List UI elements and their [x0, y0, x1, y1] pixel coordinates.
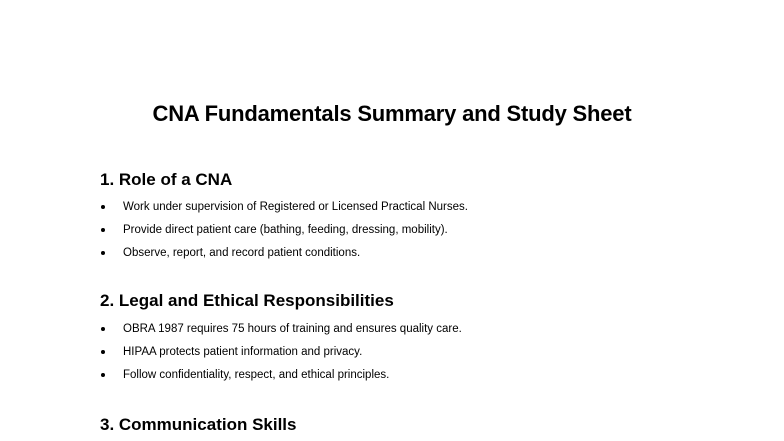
bullet-text: OBRA 1987 requires 75 hours of training and ensures quality care. — [123, 323, 462, 335]
bullet-icon — [101, 228, 105, 232]
bullet-text: HIPAA protects patient information and privacy. — [123, 346, 363, 358]
bullet-icon — [101, 350, 105, 354]
bullet-text: Work under supervision of Registered or Licensed Practical Nurses. — [123, 201, 468, 213]
list-item — [0, 368, 784, 391]
list-item — [0, 246, 784, 269]
list-item — [0, 322, 784, 345]
bullet-text: Follow confidentiality, respect, and ethical principles. — [123, 369, 390, 381]
list-item — [0, 345, 784, 368]
section-heading-communication: 3. Communication Skills — [100, 415, 297, 434]
list-item — [0, 223, 784, 246]
bullet-icon — [101, 205, 105, 209]
bullet-list-legal — [0, 322, 784, 391]
section-heading-role: 1. Role of a CNA — [100, 170, 233, 189]
bullet-text: Provide direct patient care (bathing, feeding, dressing, mobility). — [123, 224, 448, 236]
document-title: CNA Fundamentals Summary and Study Sheet — [152, 101, 632, 126]
bullet-text: Observe, report, and record patient conditions. — [123, 247, 361, 259]
bullet-icon — [101, 327, 105, 331]
bullet-icon — [101, 251, 105, 255]
bullet-icon — [101, 373, 105, 377]
bullet-list-role — [0, 200, 784, 269]
list-item — [0, 200, 784, 223]
section-heading-legal: 2. Legal and Ethical Responsibilities — [100, 291, 394, 310]
